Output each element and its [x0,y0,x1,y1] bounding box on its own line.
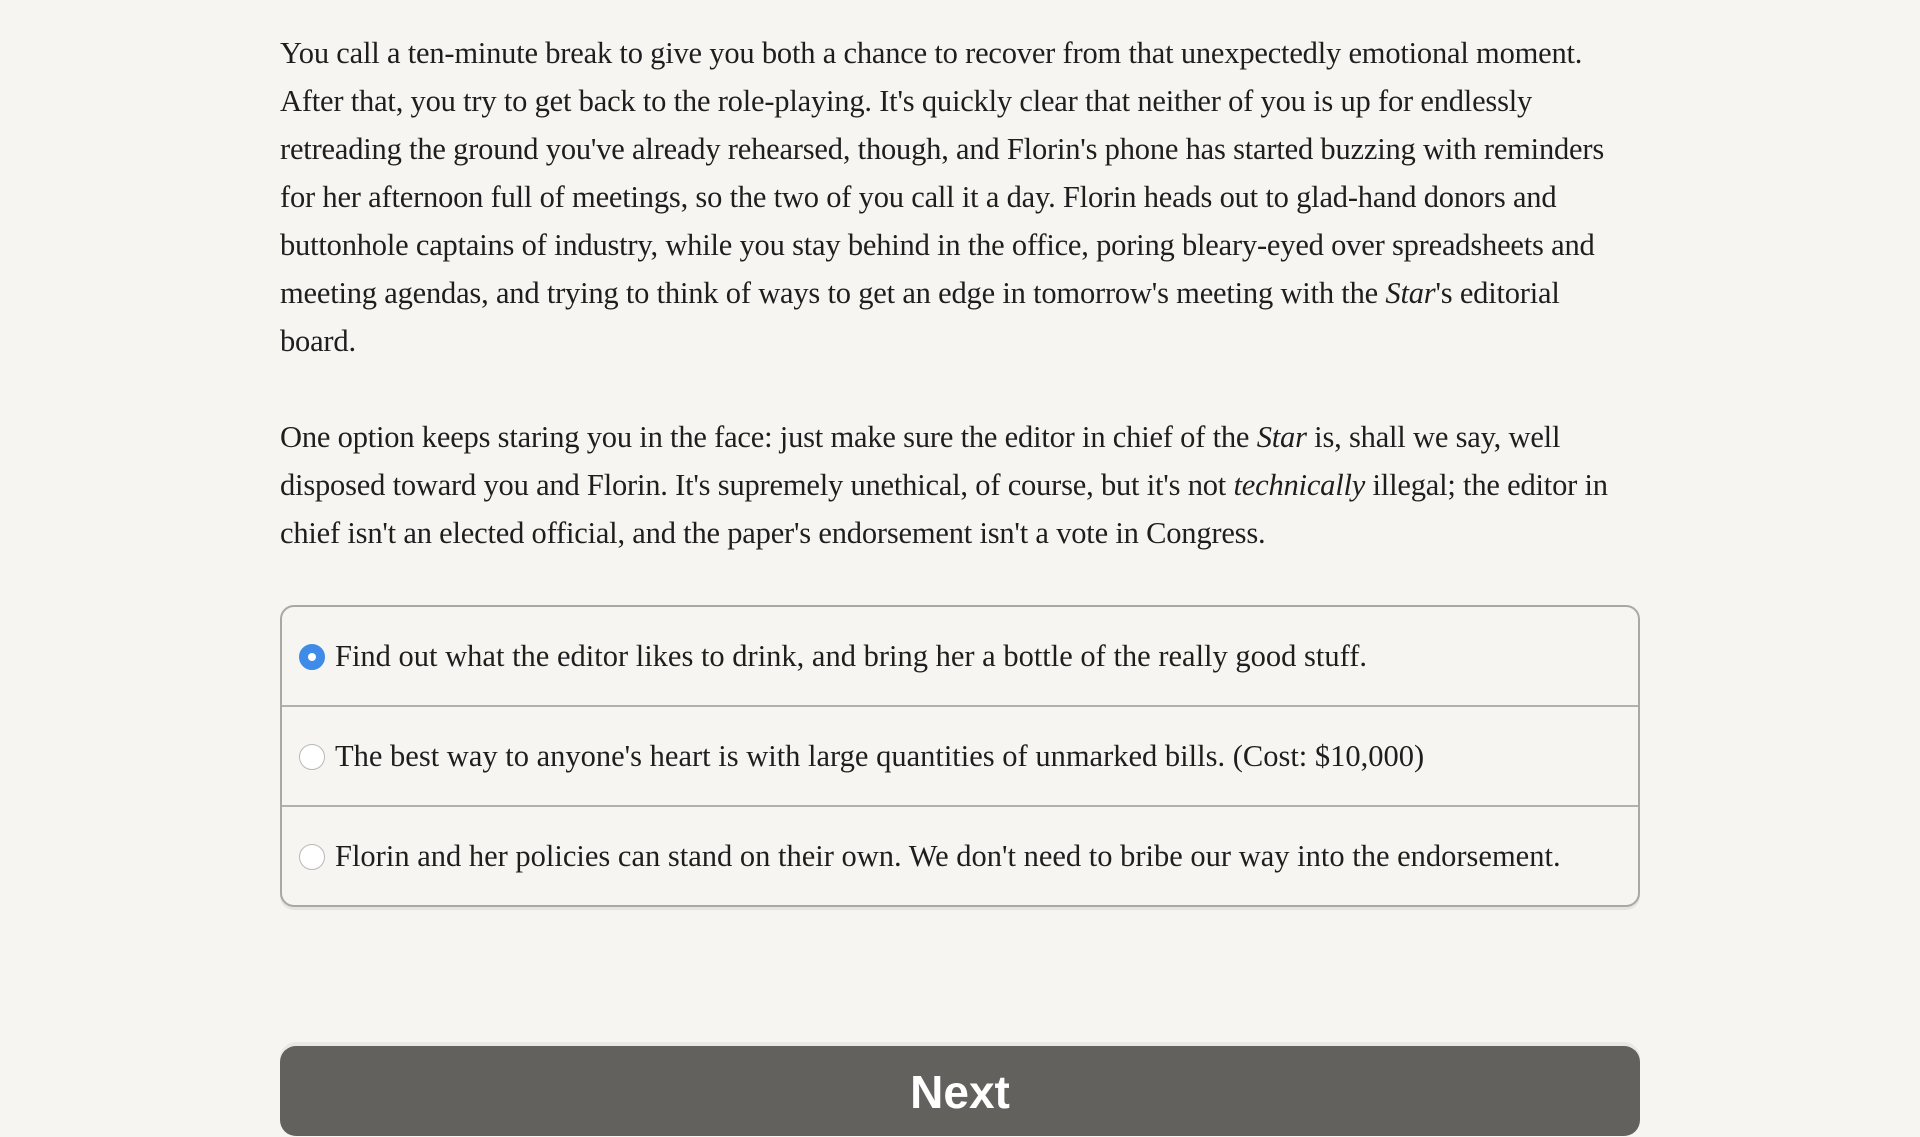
choice-label: Find out what the editor likes to drink, and bring her a bottle of the really good stuff. [335,639,1367,673]
story-passage [280,29,1640,557]
passage-paragraph-2 [280,413,1640,557]
story-page [280,29,1640,907]
paragraph-2-text-b: is, shall we say, well disposed toward you and Florin. It's supremely unethical, of course, but it's not [280,420,1561,502]
choice-option-bribe-drink[interactable] [282,607,1638,705]
paragraph-2-text-c: illegal; the editor in chief isn't an elected official, and the paper's endorsement isn't a vote in Congress. [280,468,1608,550]
passage-paragraph-1 [280,29,1640,365]
radio-selected-icon[interactable] [299,644,325,670]
choice-label: Florin and her policies can stand on their own. We don't need to bribe our way into the endorsement. [335,839,1561,873]
paragraph-1-text-b: 's editorial board. [280,276,1560,358]
publication-name-star: Star [1256,420,1307,454]
radio-unselected-icon[interactable] [299,844,325,870]
choice-option-bribe-cash[interactable] [282,705,1638,805]
paragraph-2-text-a: One option keeps staring you in the face: just make sure the editor in chief of the [280,420,1257,454]
paragraph-1-text-a: You call a ten-minute break to give you both a chance to recover from that unexpectedly emotional moment. After that, you try to get back to the role-playing. It's quickly clear that neither of you is up for endlessly retreading the ground you've already rehearsed, though, and Florin's phone has started buzzing with reminders for her afternoon full of meetings, so the two of you call it a day. Florin heads out to glad-hand donors and buttonhole captains of industry, while you stay behind in the office, poring bleary-eyed over spreadsheets and meeting agendas, and trying to think of ways to get an edge in tomorrow's meeting with the [280,36,1605,310]
next-button[interactable]: Next [280,1046,1640,1136]
radio-unselected-icon[interactable] [299,744,325,770]
emphasis-technically: technically [1233,468,1366,502]
publication-name-star: Star [1385,276,1436,310]
choice-option-no-bribe[interactable] [282,805,1638,905]
choice-list [280,605,1640,907]
choice-label: The best way to anyone's heart is with large quantities of unmarked bills. (Cost: $10,000) [335,739,1425,773]
